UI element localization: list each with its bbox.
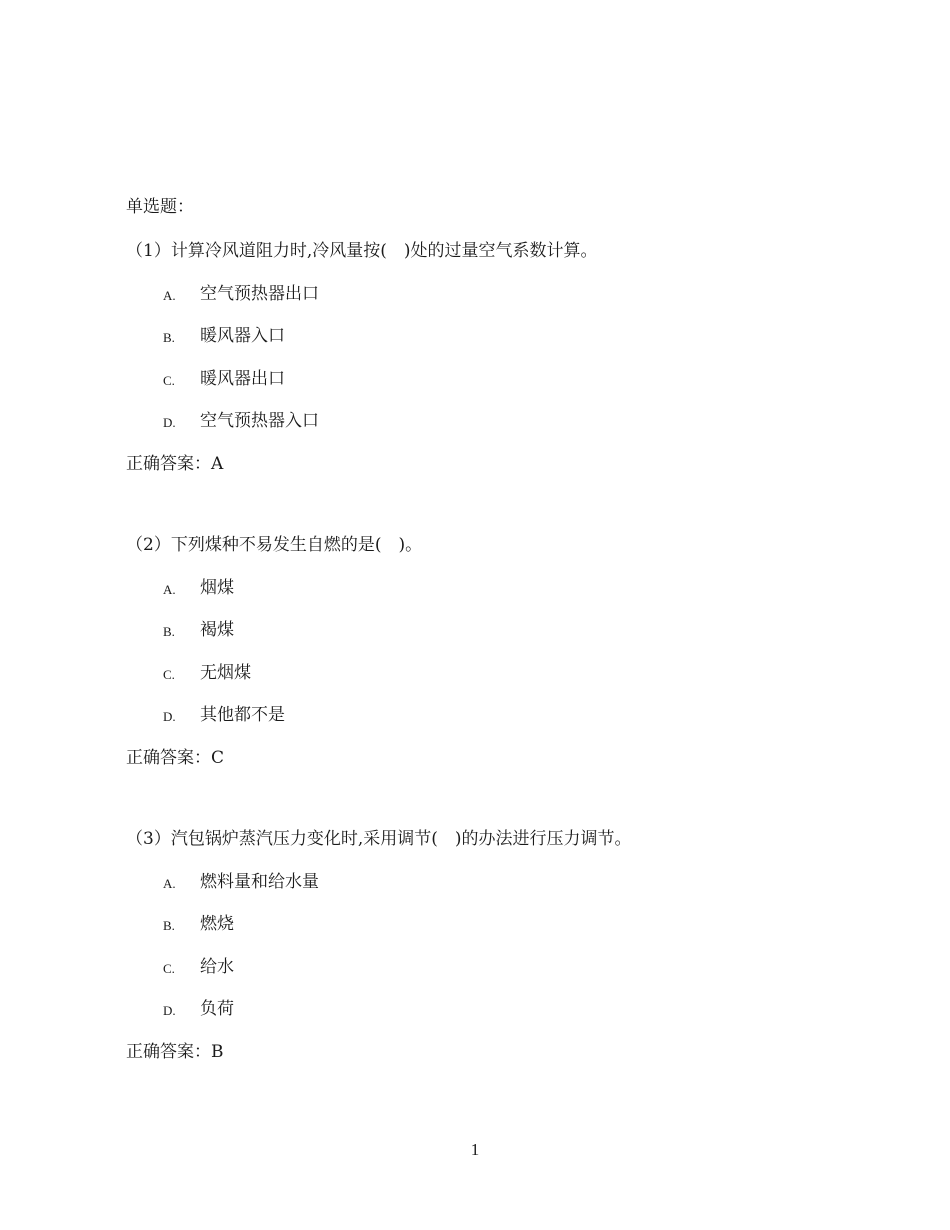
correct-answer: 正确答案：B	[126, 1042, 224, 1062]
option-letter: B.	[163, 330, 175, 345]
option-text: 燃烧	[200, 914, 234, 934]
question-3	[126, 828, 826, 1063]
option-text: 无烟煤	[200, 662, 251, 683]
option-b	[126, 325, 826, 347]
option-d	[126, 704, 826, 726]
option-text: 暖风器入口	[200, 326, 285, 346]
option-text: 负荷	[200, 999, 234, 1019]
option-letter: C.	[163, 666, 175, 682]
correct-answer: 正确答案：A	[126, 454, 224, 474]
option-letter: B.	[163, 624, 175, 639]
option-text: 褐煤	[200, 620, 234, 640]
option-letter: D.	[163, 1003, 176, 1018]
question-stem: （3）汽包锅炉蒸汽压力变化时,采用调节( )的办法进行压力调节。	[126, 829, 632, 849]
option-text: 烟煤	[200, 577, 234, 598]
option-b	[126, 619, 826, 641]
option-c	[126, 368, 826, 390]
option-a	[126, 283, 826, 305]
option-a	[126, 871, 826, 893]
question-2	[126, 534, 826, 769]
question-1	[126, 240, 826, 475]
question-stem: （1）计算冷风道阻力时,冷风量按( )处的过量空气系数计算。	[126, 241, 598, 261]
option-letter: D.	[163, 415, 176, 430]
option-c	[126, 956, 826, 978]
option-a	[126, 577, 826, 599]
option-d	[126, 410, 826, 432]
option-text: 空气预热器入口	[200, 411, 319, 431]
option-d	[126, 998, 826, 1020]
option-text: 其他都不是	[200, 705, 285, 725]
option-text: 给水	[200, 956, 234, 977]
option-c	[126, 662, 826, 684]
option-letter: A.	[163, 287, 176, 303]
question-stem: （2）下列煤种不易发生自燃的是( )。	[126, 535, 423, 555]
page-number: 1	[470, 1140, 480, 1159]
option-letter: D.	[163, 709, 176, 724]
option-letter: A.	[163, 875, 176, 891]
section-title: 单选题：	[126, 197, 194, 217]
option-letter: C.	[163, 372, 175, 388]
option-text: 暖风器出口	[200, 368, 285, 389]
option-text: 燃料量和给水量	[200, 871, 319, 892]
option-letter: B.	[163, 918, 175, 933]
option-letter: A.	[163, 581, 176, 597]
option-letter: C.	[163, 960, 175, 976]
option-text: 空气预热器出口	[200, 283, 319, 304]
option-b	[126, 913, 826, 935]
correct-answer: 正确答案：C	[126, 748, 225, 768]
